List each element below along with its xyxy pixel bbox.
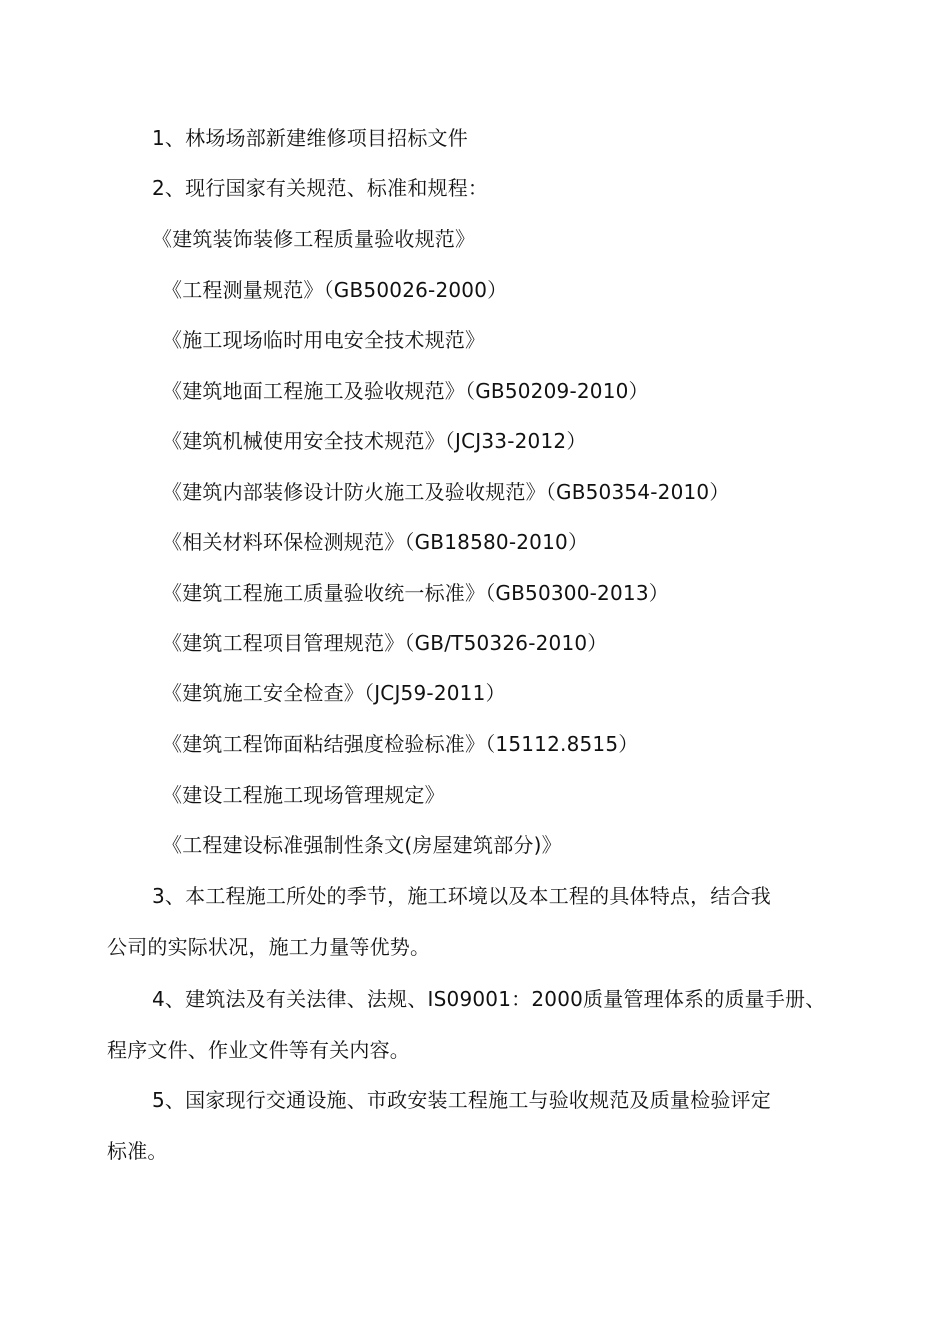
standard-line: 《相关材料环保检测规范》（GB18580-2010） (162, 530, 589, 554)
standard-line: 《建设工程施工现场管理规定》 (162, 783, 445, 807)
item-3-continuation: 公司的实际状况，施工力量等优势。 (107, 935, 431, 959)
item-3-line: 3、本工程施工所处的季节，施工环境以及本工程的具体特点，结合我 (152, 884, 771, 908)
item-2-line: 2、现行国家有关规范、标准和规程： (152, 176, 489, 200)
standard-line: 《施工现场临时用电安全技术规范》 (162, 328, 486, 352)
standard-line: 《建筑工程施工质量验收统一标准》（GB50300-2013） (162, 581, 669, 605)
item-5-continuation: 标准。 (107, 1139, 168, 1163)
standard-line: 《工程建设标准强制性条文(房屋建筑部分)》 (162, 833, 562, 857)
standard-line: 《建筑内部装修设计防火施工及验收规范》（GB50354-2010） (162, 480, 730, 504)
standard-line: 《建筑施工安全检查》（JCJ59-2011） (162, 681, 506, 705)
item-4-line: 4、建筑法及有关法律、法规、IS09001：2000质量管理体系的质量手册、 (152, 987, 826, 1011)
item-1-line: 1、林场场部新建维修项目招标文件 (152, 126, 468, 150)
standard-line: 《工程测量规范》（GB50026-2000） (162, 278, 508, 302)
item-5-line: 5、国家现行交通设施、市政安装工程施工与验收规范及质量检验评定 (152, 1088, 771, 1112)
standard-line: 《建筑机械使用安全技术规范》（JCJ33-2012） (162, 429, 587, 453)
standard-line: 《建筑工程饰面粘结强度检验标准》（15112.8515） (162, 732, 639, 756)
standard-line: 《建筑工程项目管理规范》（GB/T50326-2010） (162, 631, 608, 655)
standard-line: 《建筑地面工程施工及验收规范》（GB50209-2010） (162, 379, 649, 403)
item-4-continuation: 程序文件、作业文件等有关内容。 (107, 1038, 410, 1062)
standard-line: 《建筑装饰装修工程质量验收规范》 (152, 227, 476, 251)
